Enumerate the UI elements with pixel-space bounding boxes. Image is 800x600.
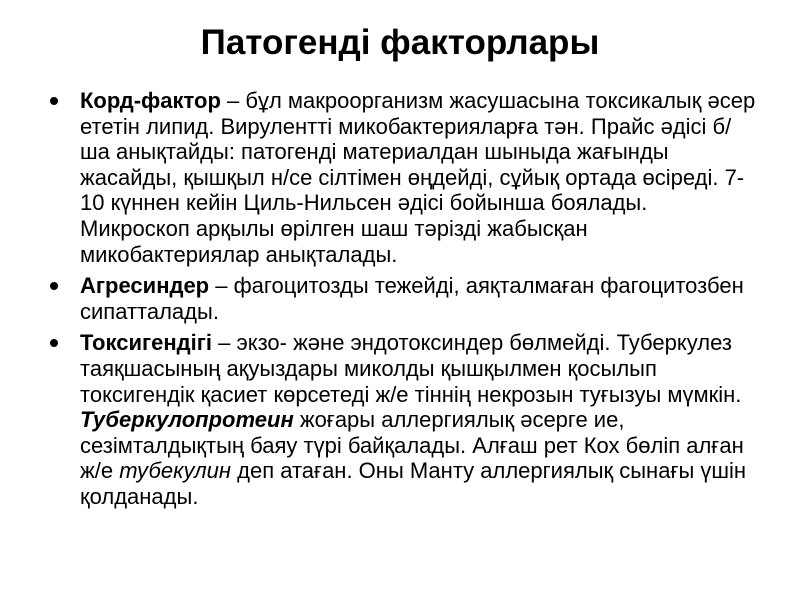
bullet-item-aggressins <box>40 273 760 324</box>
bullet-term: Корд-фактор <box>80 88 221 113</box>
bullet-dot-icon <box>50 282 58 290</box>
bullet-term: Агресиндер <box>80 273 210 299</box>
bullet-dot-icon <box>50 339 58 347</box>
bullet-term: Токсигендігі <box>80 330 213 356</box>
bullet-text: – фагоцитозды тежейді, аяқталмаған фагоцитозбен сипатталады. <box>80 273 744 324</box>
bullet-dot-icon <box>50 97 58 105</box>
bullet-text: жоғары аллергиялық әсерге ие, сезімталдықтың баяу түрі байқалады. Алғаш рет Кох бөліп алған ж/е <box>80 407 744 484</box>
bullet-emphasis-italic: тубекулин <box>119 458 232 484</box>
bullet-text: – экзо- және эндотоксиндер бөлмейді. Туберкулез таяқшасының ақуыздары миколды қышқылмен қосылып токсигендік қасиет көрсетеді ж/е тіннің некрозын туғызуы мүмкін. <box>80 330 742 407</box>
slide-title: Патогенді факторлары <box>200 23 600 62</box>
bullet-item-toxigenicity <box>40 330 760 509</box>
bullet-item-cord-factor <box>40 88 760 267</box>
bullet-text: – бұл макроорганизм жасушасына токсикалық әсер ететін липид. Вирулентті микобактерияларға тән. Прайс әдісі б/ша анықтайды: патогенді материалдан шыныда жағынды жасайды, қышқыл н/се сілтімен өңдейді, сұйық ортада өсіреді. 7-10 күннен кейін Циль-Нильсен әдісі бойынша боялады. Микроскоп арқылы өрілген шаш тәрізді жабысқан микобактериялар анықталады. <box>80 88 756 267</box>
bullet-text: деп атаған. Оны Манту аллергиялық сынағы үшін қолданады. <box>80 458 747 509</box>
bullet-list <box>40 88 760 516</box>
bullet-emphasis-bold-italic: Туберкулопротеин <box>80 407 294 433</box>
